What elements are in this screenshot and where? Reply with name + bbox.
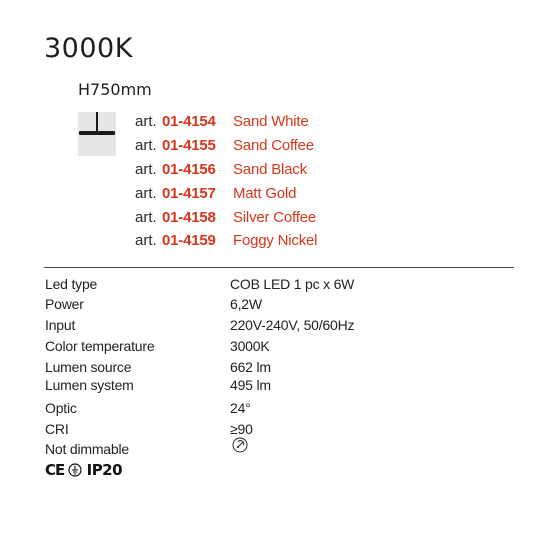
spec-label: CRI xyxy=(45,421,69,437)
certification-marks xyxy=(45,461,122,479)
article-finish: Silver Coffee xyxy=(233,209,316,226)
article-finish: Sand Coffee xyxy=(233,137,314,154)
article-code: 01-4157 xyxy=(162,185,216,202)
spec-label: Led type xyxy=(45,276,98,292)
article-code: 01-4154 xyxy=(162,113,216,130)
article-finish: Foggy Nickel xyxy=(233,232,318,249)
spec-value: 662 lm xyxy=(230,359,271,375)
page-title: 3000K xyxy=(44,33,133,64)
spec-value: 6,2W xyxy=(230,296,262,312)
spec-value: 3000K xyxy=(230,338,270,354)
article-code: 01-4155 xyxy=(162,137,216,154)
article-row xyxy=(135,232,317,254)
article-label: art. xyxy=(135,137,157,154)
ce-mark: CE xyxy=(45,461,65,480)
not-dimmable-icon xyxy=(232,437,248,453)
spec-label: Power xyxy=(45,296,84,312)
earth-class-icon xyxy=(68,463,82,477)
spec-value: 24° xyxy=(230,400,251,416)
article-label: art. xyxy=(135,185,157,202)
article-finish: Sand Black xyxy=(233,161,307,178)
article-code: 01-4156 xyxy=(162,161,216,178)
spec-label: Optic xyxy=(45,400,77,416)
spec-value: 220V-240V, 50/60Hz xyxy=(230,317,355,333)
spec-label: Input xyxy=(45,317,76,333)
article-label: art. xyxy=(135,161,157,178)
article-code: 01-4159 xyxy=(162,232,216,249)
article-finish: Sand White xyxy=(233,113,309,130)
spec-label: Lumen system xyxy=(45,377,134,393)
article-label: art. xyxy=(135,113,157,130)
article-row xyxy=(135,185,296,207)
spec-label: Color temperature xyxy=(45,338,155,354)
article-row xyxy=(135,137,314,159)
article-row xyxy=(135,113,309,135)
ip-rating: IP20 xyxy=(86,461,123,480)
spec-label: Lumen source xyxy=(45,359,132,375)
article-row xyxy=(135,209,316,231)
article-label: art. xyxy=(135,232,157,249)
article-finish: Matt Gold xyxy=(233,185,297,202)
pendant-lamp-icon xyxy=(78,112,116,156)
spec-label: Not dimmable xyxy=(45,441,129,457)
article-label: art. xyxy=(135,209,157,226)
spec-value: COB LED 1 pc x 6W xyxy=(230,276,355,292)
article-row xyxy=(135,161,307,183)
height-label: H750mm xyxy=(78,80,152,99)
spec-value: 495 lm xyxy=(230,377,271,393)
spec-value: ≥90 xyxy=(230,421,253,437)
article-code: 01-4158 xyxy=(162,209,216,226)
section-divider xyxy=(44,267,514,268)
